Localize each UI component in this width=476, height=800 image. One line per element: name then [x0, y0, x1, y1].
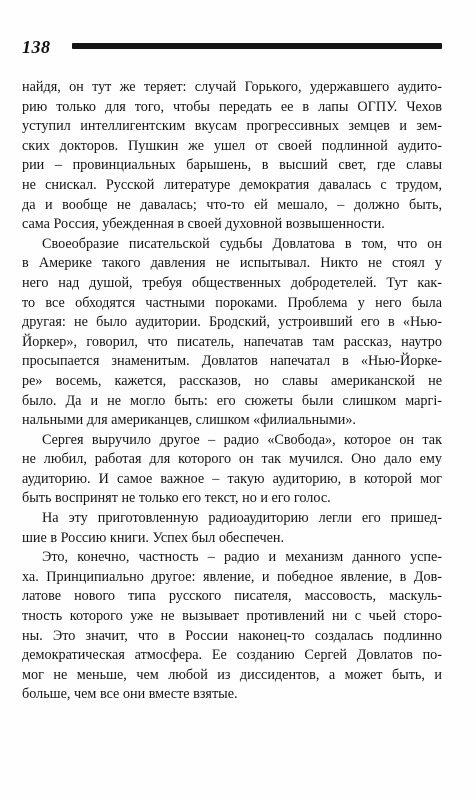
text-line: быть воспринят не только его текст, но и его голос.	[22, 490, 331, 507]
text-line: ны. Это значит, что в России наконец-то создалась подлинно	[22, 627, 442, 644]
text-line: не снискал. Русской литературе демократия давалась с трудом,	[22, 176, 442, 193]
paragraph	[22, 431, 442, 509]
text-line: Сергея выручило другое – радио «Свобода», которое он так	[42, 431, 442, 448]
text-line: Это, конечно, частность – радио и механизм данного успе-	[42, 549, 442, 566]
text-line: то все обходятся частными пороками. Проблема у него была	[22, 294, 442, 311]
text-line: демократическая атмосфера. Ее созданию Сергей Довлатов по-	[22, 647, 442, 664]
text-line: больше, чем все они вместе взятые.	[22, 686, 238, 703]
text-line: аудиторию. И самое важное – такую аудиторию, в которой мог	[22, 470, 442, 487]
text-line: уступил интеллигентским вкусам прогрессивных земцев и зем-	[22, 118, 442, 135]
text-line: тность которого уже не вызывает противлений ни с чьей сторо-	[22, 608, 442, 625]
paragraph	[22, 509, 442, 548]
text-line: просыпается знаменитым. Довлатов напечатал в «Нью-Йорке-	[22, 353, 442, 370]
text-line: Йоркер», говорил, что писатель, напечатав там рассказ, наутро	[22, 333, 442, 350]
text-line: латове нового типа русского писателя, массовость, маскуль-	[22, 588, 442, 605]
header-rule	[72, 43, 442, 49]
text-line: рию только для того, чтобы передать ее в лапы ОГПУ. Чехов	[22, 98, 442, 115]
text-line: Своеобразие писательской судьбы Довлатова в том, что он	[42, 235, 442, 252]
text-line: было. Да и не могло быть: его сюжеты были слишком маргі-	[22, 392, 442, 409]
page-number: 138	[22, 37, 51, 57]
text-line: шие в Россию книги. Успех был обеспечен.	[22, 529, 285, 546]
text-line: рии – провинциальных барышень, в высший свет, где славы	[22, 157, 442, 174]
paragraph	[22, 78, 442, 235]
text-line: другая: не было аудитории. Бродский, устроивший его в «Нью-	[22, 314, 442, 331]
text-line: него над душой, требуя общественных добродетелей. Тут как-	[22, 274, 442, 291]
text-line: ре» восемь, кажется, рассказов, но славы американской не	[22, 372, 442, 389]
text-line: На эту приготовленную радиоаудиторию легли его пришед-	[42, 510, 442, 527]
text-line: да и вообще не давалась; что-то ей мешало, – должно быть,	[22, 196, 442, 213]
text-line: найдя, он тут же теряет: случай Горького, удержавшего аудито-	[22, 79, 442, 95]
text-line: нальными для американцев, слишком «филиальными».	[22, 412, 356, 429]
text-line: сама Россия, убежденная в своей духовной возвышенности.	[22, 216, 385, 233]
text-line: в Америке такого давления не испытывал. Никто не стоял у	[22, 255, 442, 272]
text-line: не любил, работая для которого он так мучился. Оно дало ему	[22, 451, 442, 468]
text-line: мог не меньше, чем любой из диссидентов, а может быть, и	[22, 666, 442, 683]
text-line: ских докторов. Пушкин же ушел от своей подлинной аудито-	[22, 137, 442, 154]
page-header	[22, 36, 442, 58]
paragraph	[22, 548, 442, 705]
body-text	[22, 78, 442, 705]
text-line: ха. Принципиально другое: явление, и победное явление, в Дов-	[22, 568, 442, 585]
paragraph	[22, 235, 442, 431]
